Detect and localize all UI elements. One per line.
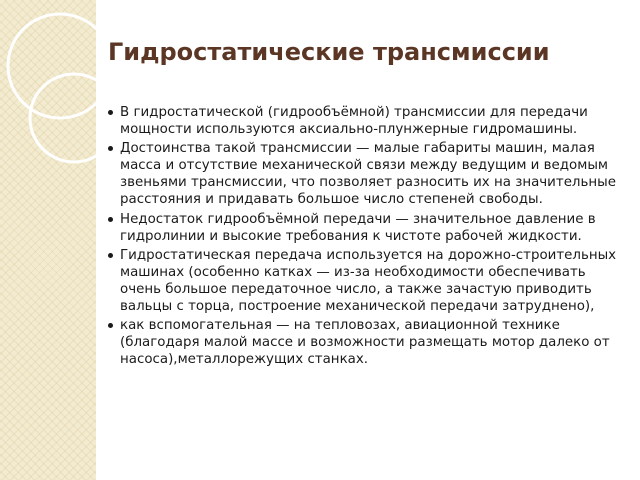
bullet-text: Гидростатическая передача используется на дорожно-строительных машинах (особенно катках — из-за необходимости обеспечивать очень большое передаточное число, а также зачастую приводить вальцы с торца, построение механической передачи затруднено), (120, 247, 617, 315)
bullet-dot-icon (108, 146, 113, 151)
bullet-dot-icon (108, 110, 113, 115)
bullet-text: Недостаток гидрообъёмной передачи — значительное давление в гидролинии и высокие требования к чистоте рабочей жидкости. (120, 211, 596, 244)
bullet-text: как вспомогательная — на тепловозах, авиационной технике (благодаря малой массе и возможности размещать мотор далеко от насоса),металлорежущих станках. (120, 318, 610, 368)
bullet-item (108, 104, 620, 138)
bullet-item (108, 211, 620, 245)
bullet-list (108, 104, 620, 370)
bullet-text: Достоинства такой трансмиссии — малые габариты машин, малая масса и отсутствие механической связи между ведущим и ведомым звеньями трансмиссии, что позволяет разносить их на значительные расстояния и придавать большое число степеней свободы. (120, 141, 616, 208)
slide-title: Гидростатические трансмиссии (108, 38, 550, 66)
bullet-item (108, 317, 620, 368)
bullet-dot-icon (108, 323, 113, 328)
bullet-item (108, 140, 620, 208)
bullet-dot-icon (108, 217, 113, 222)
bullet-item (108, 247, 620, 315)
bullet-dot-icon (108, 253, 113, 258)
bullet-text: В гидростатической (гидрообъёмной) трансмиссии для передачи мощности используются аксиально-плунжерные гидромашины. (120, 105, 588, 138)
